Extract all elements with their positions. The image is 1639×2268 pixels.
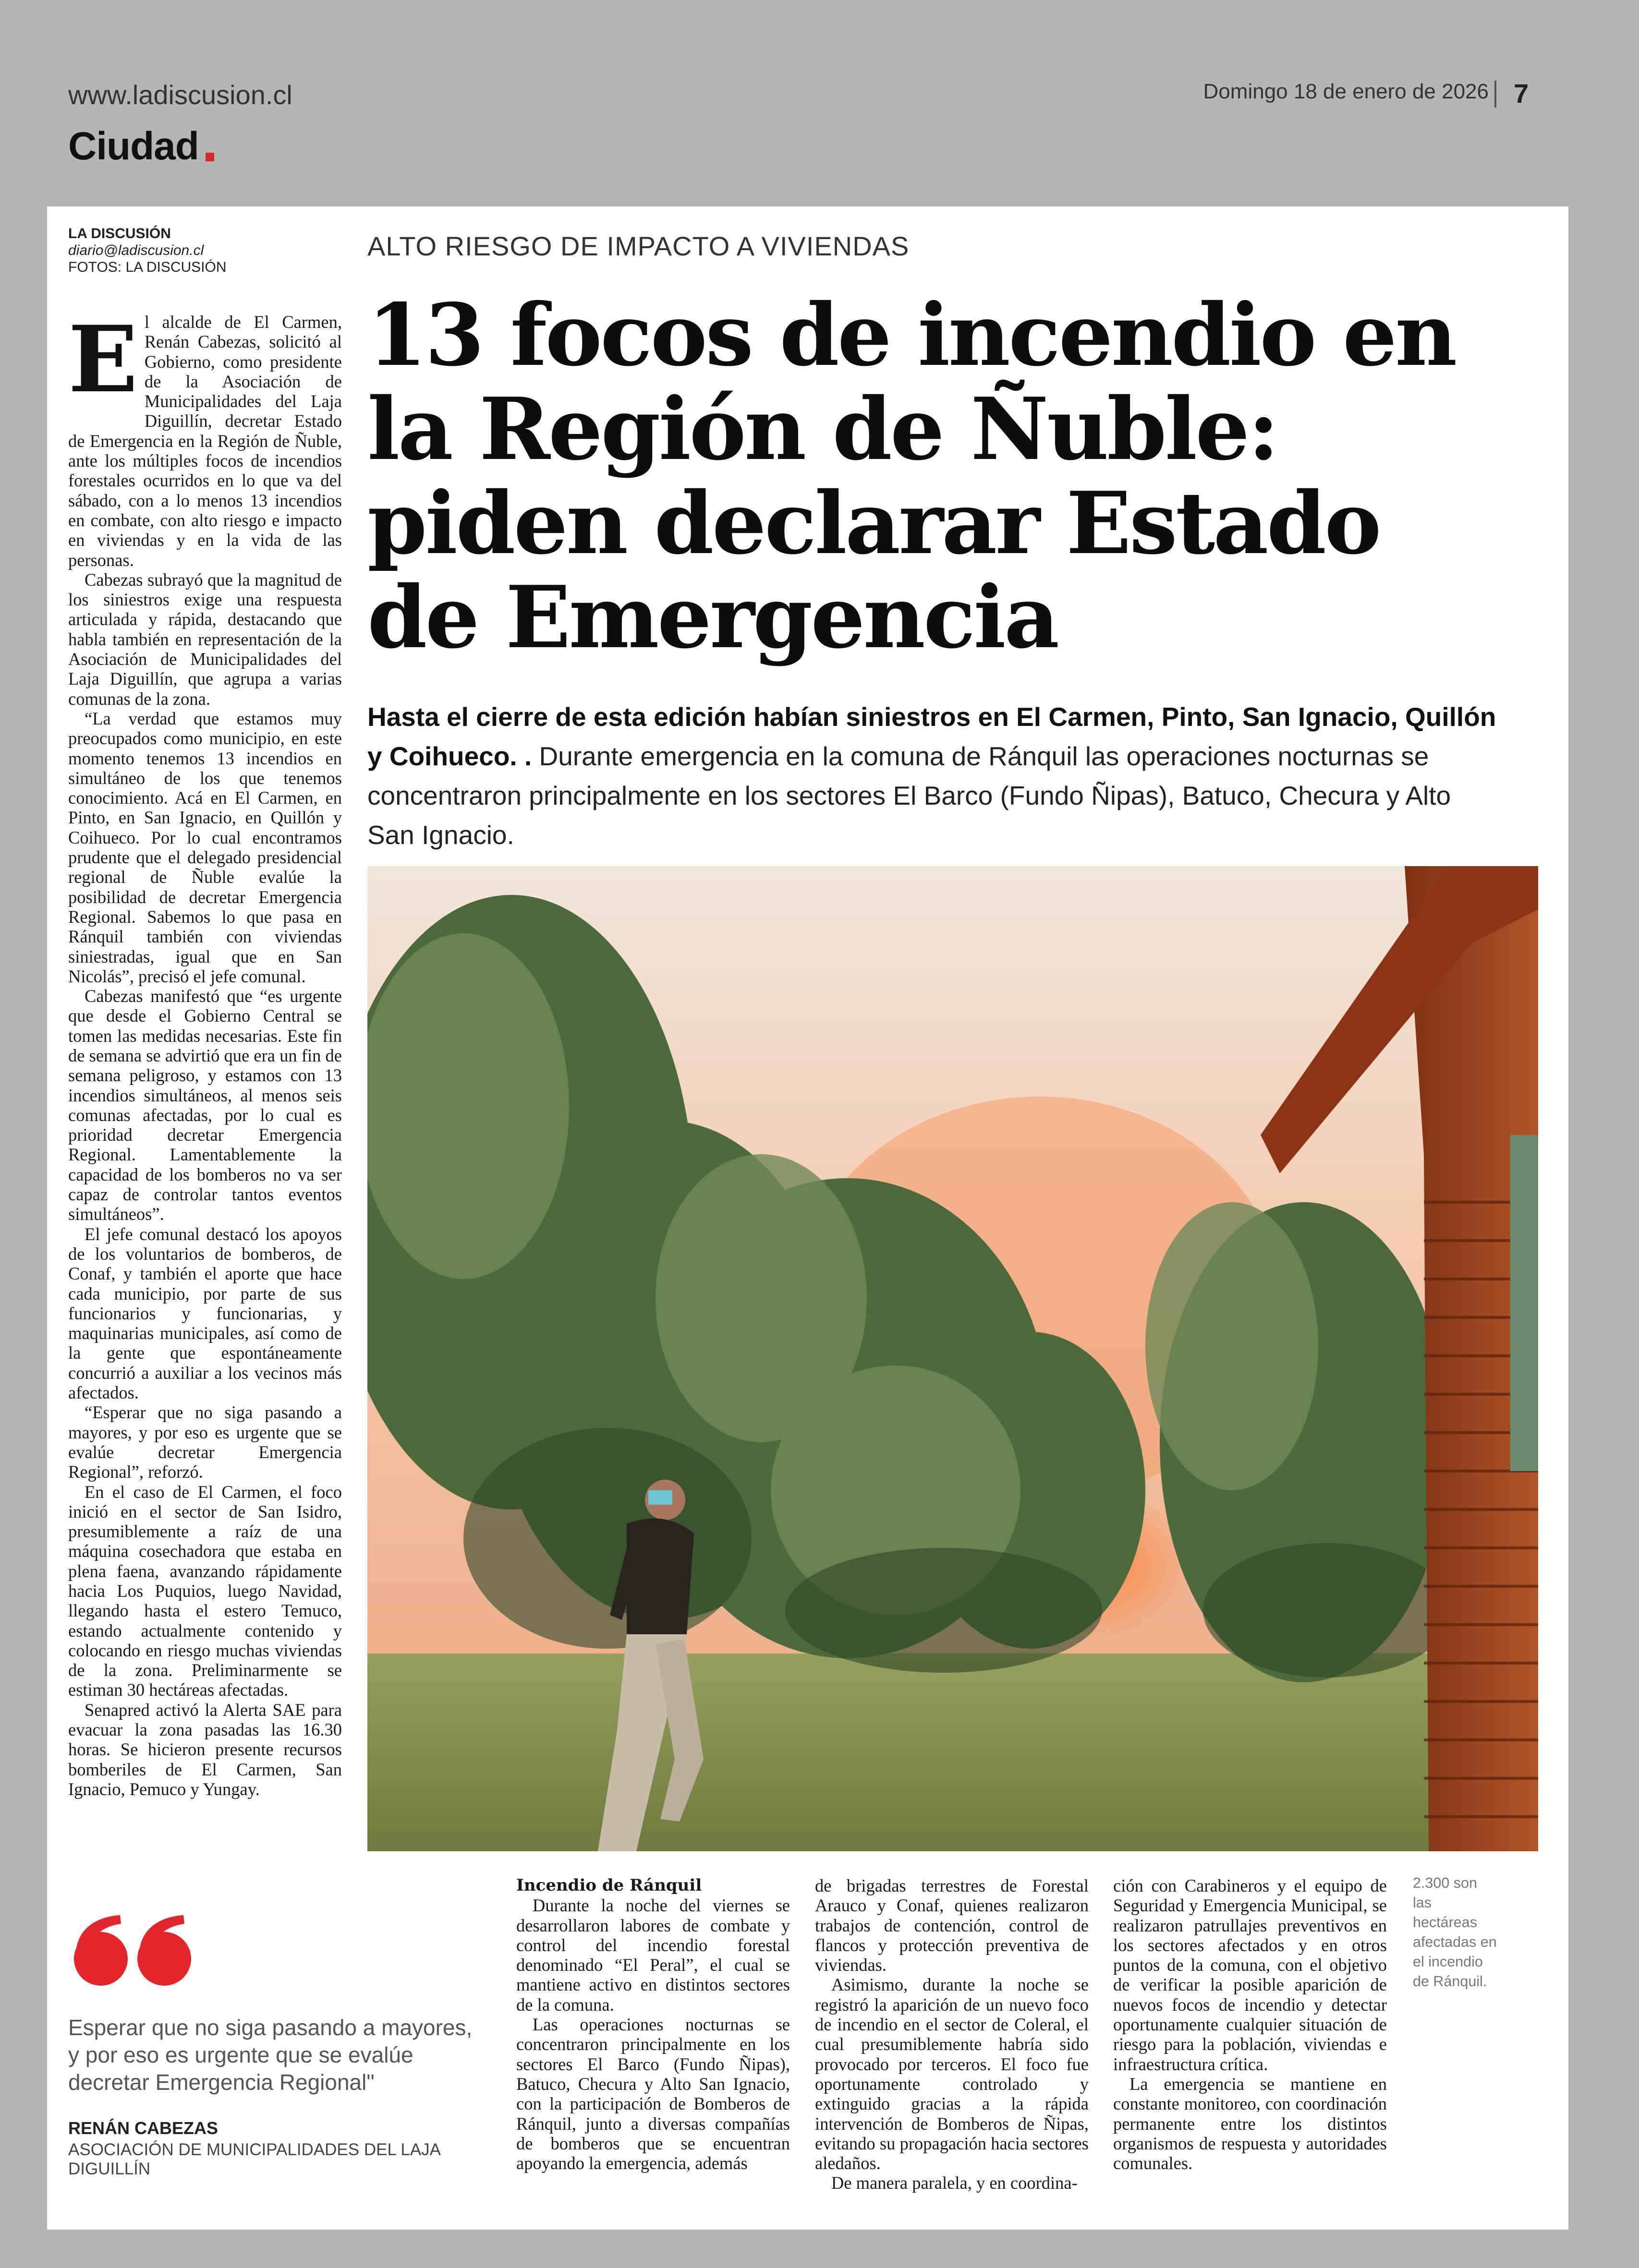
quote-author-role: ASOCIACIÓN DE MUNICIPALIDADES DEL LAJA DIGUILLÍN [68, 2140, 440, 2178]
quote-marks-icon [68, 1913, 198, 1992]
body-paragraph: La emergencia se mantiene en constante monitoreo, con coordinación permanente entre los distintos organismos de respuesta y autoridades comunales. [1113, 2074, 1387, 2173]
section-title: Ciudad [68, 124, 199, 168]
section-dot [206, 153, 214, 161]
quote-author: RENÁN CABEZAS [68, 2118, 219, 2138]
body-paragraph: “Esperar que no siga pasando a mayores, y por eso es urgente que se evalúe decretar Emergencia Regional”, reforzó. [68, 1402, 342, 1482]
body-paragraph: En el caso de El Carmen, el foco inició en el sector de San Isidro, presumiblemente a raíz de una máquina cosechadora que estaba en plena faena, avanzando rápidamente hacia Los Puquios, luego Navidad, llegando hasta el estero Temuco, estando actualmente contenido y colocando en riesgo muchas viviendas de la zona. Preliminarmente se estiman 30 hectáreas afectadas. [68, 1482, 342, 1700]
story-column-1 [516, 1876, 790, 2173]
story-column-2 [815, 1876, 1089, 2193]
story-column-3 [1113, 1876, 1387, 2173]
left-column-body [68, 306, 342, 1799]
publication-date: Domingo 18 de enero de 2026 [1203, 80, 1489, 103]
body-paragraph: l alcalde de El Carmen, Renán Cabezas, solicitó al Gobierno, como presidente de la Asociación de Municipalidades del Laja Diguillín, decretar Estado de Emergencia en la Región de Ñuble, ante los múltiples focos de incendios forestales ocurridos en lo que va del sábado, con a lo menos 13 incendios en combate, con alto riesgo e impacto en viviendas y en la vida de las personas. [68, 312, 342, 570]
page-number: 7 [1514, 78, 1529, 109]
article-photo [367, 866, 1538, 1851]
byline-photo-credit: FOTOS: LA DISCUSIÓN [68, 259, 227, 275]
body-paragraph: El jefe comunal destacó los apoyos de los voluntarios de bomberos, de Conaf, y también el aporte que hace cada municipio, por parte de sus funcionarios y funcionarias, y maquinarias municipales, así como de la gente que espontáneamente concurrió a auxiliar a los vecinos más afectados. [68, 1224, 342, 1403]
body-paragraph: Senapred activó la Alerta SAE para evacuar la zona pasadas las 16.30 horas. Se hicieron presente recursos bomberiles de El Carmen, San Ignacio, Pemuco y Yungay. [68, 1700, 342, 1799]
body-paragraph: Las operaciones nocturnas se concentraron principalmente en los sectores El Barco (Fundo Ñipas), Batuco, Checura y Alto San Ignacio, con la participación de Bomberos de Ránquil, junto a diversas compañías de bomberos que se encuentran apoyando la emergencia, además [516, 2015, 790, 2173]
photo-caption: 2.300 son las hectáreas afectadas en el incendio de Ránquil. [1413, 1875, 1497, 1990]
body-paragraph: De manera paralela, y en coordina- [831, 2173, 1078, 2193]
body-paragraph: ción con Carabineros y el equipo de Seguridad y Emergencia Municipal, se realizaron patrullajes preventivos en los sectores afectados y en otros puntos de la comuna, con el objetivo de verificar la posible aparición de nuevos focos de incendio y detectar oportunamente cualquier situación de riesgo para la población, viviendas e infraestructura crítica. [1113, 1876, 1387, 2074]
deck-lead: Hasta el cierre de esta edición habían siniestros en El Carmen, Pinto, San Ignacio, Quillón y Coihueco. . [367, 702, 1496, 771]
body-paragraph: “La verdad que estamos muy preocupados como municipio, en este momento tenemos 13 incendios en simultáneo de los que tenemos conocimiento. Acá en El Carmen, en Pinto, en San Ignacio, en Quillón y Coihueco. Por lo cual encontramos prudente que el delegado presidencial regional de Ñuble evalúe la posibilidad de decretar Emergencia Regional. Sabemos lo que pasa en Ránquil también con viviendas siniestradas, igual que en San Nicolás”, precisó el jefe comunal. [68, 708, 342, 986]
body-paragraph: Cabezas manifestó que “es urgente que desde el Gobierno Central se tomen las medidas necesarias. Este fin de semana se advirtió que era un fin de semana peligroso, y estamos con 13 incendios simultáneos, al menos seis comunas afectadas, por lo cual es prioridad decretar Emergencia Regional. Lamentablemente la capacidad de los bomberos no va ser capaz de controlar tantos eventos simultáneos”. [68, 986, 342, 1224]
site-url[interactable]: www.ladiscusion.cl [68, 80, 292, 110]
body-paragraph: Cabezas subrayó que la magnitud de los siniestros exige una respuesta articulada y rápida, destacando que habla también en representación de la Asociación de Municipalidades del Laja Diguillín, que agrupa a varias comunas de la zona. [68, 569, 342, 709]
article-headline: 13 focos de incendio en la Región de Ñuble: piden declarar Estado de Emergencia [367, 285, 1456, 667]
body-paragraph: Durante la noche del viernes se desarrollaron labores de combate y control del incendio forestal denominado “El Peral”, el cual se mantiene activo en distintos sectores de la comuna. [516, 1895, 790, 2015]
header-separator [1494, 81, 1496, 108]
story-subhead: Incendio de Ránquil [516, 1876, 702, 1895]
deck-text: Durante emergencia en la comuna de Ránquil las operaciones nocturnas se concentraron principalmente en los sectores El Barco (Fundo Ñipas), Batuco, Checura y Alto San Ignacio. [367, 741, 1451, 850]
drop-cap: E [68, 306, 138, 413]
byline-email[interactable]: diario@ladiscusion.cl [68, 242, 204, 258]
body-paragraph: Asimismo, durante la noche se registró la aparición de un nuevo foco de incendio en el sector de Coleral, el cual presumiblemente habría sido provocado por terceros. El foco fue oportunamente controlado y extinguido gracias a la rápida intervención de Bomberos de Ñipas, evitando su propagación hacia sectores aledaños. [815, 1975, 1089, 2173]
byline-author: LA DISCUSIÓN [68, 226, 171, 241]
article-deck [367, 697, 1501, 855]
article-kicker: ALTO RIESGO DE IMPACTO A VIVIENDAS [367, 231, 910, 261]
pull-quote: Esperar que no siga pasando a mayores, y por eso es urgente que se evalúe decretar Emergencia Regional" [68, 2015, 473, 2095]
body-paragraph: de brigadas terrestres de Forestal Arauco y Conaf, quienes realizaron trabajos de contención, control de flancos y protección preventiva de viviendas. [815, 1876, 1089, 1975]
